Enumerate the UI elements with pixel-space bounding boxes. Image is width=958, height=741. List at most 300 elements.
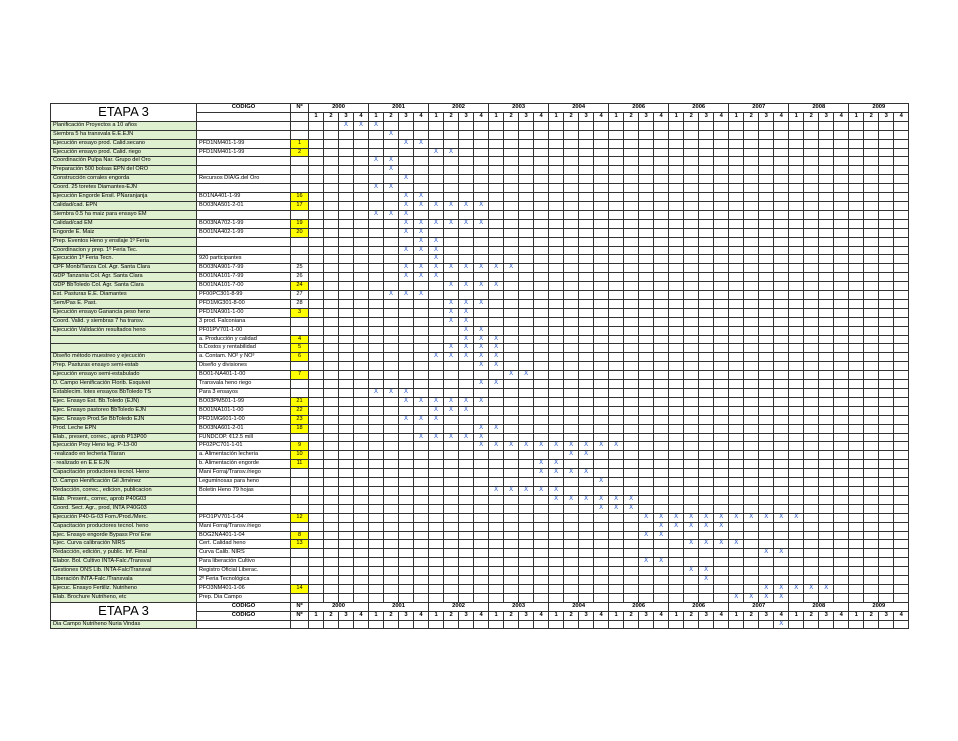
schedule-cell bbox=[504, 335, 519, 344]
schedule-mark: X bbox=[519, 442, 534, 451]
schedule-mark: X bbox=[384, 130, 399, 139]
schedule-cell bbox=[414, 166, 429, 175]
schedule-cell bbox=[459, 576, 474, 585]
schedule-cell bbox=[774, 308, 789, 317]
schedule-cell bbox=[369, 308, 384, 317]
schedule-cell bbox=[834, 148, 849, 157]
schedule-cell bbox=[324, 513, 339, 522]
schedule-cell bbox=[579, 157, 594, 166]
schedule-cell bbox=[429, 424, 444, 433]
footer-quarter-header: 2 bbox=[624, 611, 639, 620]
schedule-cell bbox=[879, 478, 894, 487]
schedule-mark: X bbox=[489, 335, 504, 344]
schedule-mark: X bbox=[459, 317, 474, 326]
schedule-cell bbox=[744, 201, 759, 210]
schedule-cell bbox=[639, 540, 654, 549]
schedule-cell bbox=[864, 335, 879, 344]
schedule-mark: X bbox=[369, 389, 384, 398]
schedule-cell bbox=[819, 371, 834, 380]
schedule-cell bbox=[864, 576, 879, 585]
schedule-cell bbox=[489, 308, 504, 317]
schedule-cell bbox=[444, 460, 459, 469]
schedule-cell bbox=[834, 415, 849, 424]
schedule-cell bbox=[879, 576, 894, 585]
schedule-cell bbox=[894, 389, 909, 398]
schedule-cell bbox=[414, 157, 429, 166]
schedule-cell bbox=[564, 317, 579, 326]
code-cell: PFD1MG301-8-00 bbox=[197, 299, 291, 308]
schedule-cell bbox=[864, 210, 879, 219]
schedule-cell bbox=[879, 219, 894, 228]
schedule-cell bbox=[654, 469, 669, 478]
schedule-cell bbox=[354, 317, 369, 326]
schedule-cell bbox=[609, 593, 624, 602]
schedule-cell bbox=[864, 139, 879, 148]
schedule-cell bbox=[339, 504, 354, 513]
schedule-cell bbox=[309, 478, 324, 487]
schedule-cell bbox=[429, 540, 444, 549]
schedule-cell bbox=[804, 308, 819, 317]
schedule-cell bbox=[594, 406, 609, 415]
schedule-cell bbox=[489, 389, 504, 398]
schedule-mark: X bbox=[714, 522, 729, 531]
schedule-cell bbox=[669, 308, 684, 317]
header-quarter-header: 3 bbox=[459, 112, 474, 121]
schedule-cell bbox=[399, 237, 414, 246]
schedule-cell bbox=[519, 460, 534, 469]
schedule-cell bbox=[684, 335, 699, 344]
schedule-cell bbox=[894, 246, 909, 255]
schedule-cell bbox=[624, 513, 639, 522]
schedule-mark: X bbox=[564, 451, 579, 460]
schedule-cell bbox=[414, 308, 429, 317]
schedule-cell bbox=[729, 264, 744, 273]
schedule-cell bbox=[789, 335, 804, 344]
table-row bbox=[51, 371, 909, 380]
schedule-cell bbox=[354, 558, 369, 567]
header-quarter-header: 2 bbox=[504, 112, 519, 121]
schedule-mark: X bbox=[384, 157, 399, 166]
schedule-cell bbox=[459, 486, 474, 495]
schedule-cell bbox=[429, 576, 444, 585]
schedule-cell bbox=[489, 584, 504, 593]
schedule-cell bbox=[339, 549, 354, 558]
schedule-cell bbox=[729, 451, 744, 460]
schedule-cell bbox=[324, 478, 339, 487]
schedule-cell bbox=[849, 175, 864, 184]
footer-quarter-header: 2 bbox=[324, 611, 339, 620]
schedule-cell bbox=[339, 353, 354, 362]
number-cell: 8 bbox=[291, 531, 309, 540]
schedule-cell bbox=[519, 291, 534, 300]
schedule-cell bbox=[414, 504, 429, 513]
schedule-cell bbox=[444, 442, 459, 451]
schedule-cell bbox=[669, 353, 684, 362]
schedule-cell bbox=[549, 166, 564, 175]
schedule-cell bbox=[474, 558, 489, 567]
schedule-cell bbox=[429, 620, 444, 629]
schedule-cell bbox=[819, 166, 834, 175]
schedule-cell bbox=[774, 406, 789, 415]
schedule-cell bbox=[594, 237, 609, 246]
schedule-mark: X bbox=[444, 317, 459, 326]
schedule-cell bbox=[369, 362, 384, 371]
schedule-cell bbox=[414, 469, 429, 478]
schedule-cell bbox=[819, 157, 834, 166]
schedule-mark: X bbox=[444, 308, 459, 317]
schedule-cell bbox=[489, 620, 504, 629]
schedule-cell bbox=[639, 299, 654, 308]
schedule-cell bbox=[609, 558, 624, 567]
table-row bbox=[51, 558, 909, 567]
activity-cell: Establecim. lotes ensayos BbToledo TS bbox=[51, 389, 197, 398]
schedule-cell bbox=[774, 433, 789, 442]
schedule-cell bbox=[594, 228, 609, 237]
schedule-cell bbox=[384, 469, 399, 478]
schedule-cell bbox=[654, 219, 669, 228]
schedule-cell bbox=[474, 495, 489, 504]
schedule-cell bbox=[459, 522, 474, 531]
schedule-cell bbox=[444, 157, 459, 166]
schedule-mark: X bbox=[459, 299, 474, 308]
schedule-cell bbox=[819, 531, 834, 540]
schedule-cell bbox=[669, 148, 684, 157]
schedule-cell bbox=[474, 130, 489, 139]
schedule-cell bbox=[519, 237, 534, 246]
schedule-mark: X bbox=[354, 121, 369, 130]
schedule-cell bbox=[579, 567, 594, 576]
header-quarter-header: 4 bbox=[534, 112, 549, 121]
schedule-mark: X bbox=[474, 219, 489, 228]
schedule-cell bbox=[729, 362, 744, 371]
schedule-mark: X bbox=[429, 397, 444, 406]
schedule-cell bbox=[654, 504, 669, 513]
schedule-cell bbox=[849, 433, 864, 442]
schedule-mark: X bbox=[399, 273, 414, 282]
schedule-cell bbox=[489, 273, 504, 282]
schedule-cell bbox=[819, 299, 834, 308]
schedule-table bbox=[50, 103, 909, 629]
schedule-cell bbox=[729, 193, 744, 202]
schedule-cell bbox=[339, 451, 354, 460]
schedule-cell bbox=[819, 513, 834, 522]
schedule-cell bbox=[624, 139, 639, 148]
schedule-cell bbox=[684, 362, 699, 371]
schedule-cell bbox=[684, 282, 699, 291]
schedule-cell bbox=[564, 415, 579, 424]
table-row bbox=[51, 130, 909, 139]
schedule-mark: X bbox=[714, 513, 729, 522]
schedule-cell bbox=[504, 433, 519, 442]
schedule-cell bbox=[594, 486, 609, 495]
schedule-mark: X bbox=[444, 344, 459, 353]
schedule-cell bbox=[354, 184, 369, 193]
footer-quarter-header: 2 bbox=[384, 611, 399, 620]
schedule-cell bbox=[489, 576, 504, 585]
schedule-cell bbox=[894, 540, 909, 549]
schedule-cell bbox=[759, 326, 774, 335]
schedule-cell bbox=[759, 130, 774, 139]
schedule-cell bbox=[744, 264, 759, 273]
footer-quarter-header: 4 bbox=[894, 611, 909, 620]
schedule-cell bbox=[399, 451, 414, 460]
schedule-cell bbox=[459, 184, 474, 193]
schedule-cell bbox=[834, 389, 849, 398]
header-quarter-header: 1 bbox=[369, 112, 384, 121]
schedule-cell bbox=[774, 317, 789, 326]
schedule-cell bbox=[654, 130, 669, 139]
schedule-cell bbox=[474, 166, 489, 175]
schedule-cell bbox=[864, 415, 879, 424]
schedule-cell bbox=[639, 442, 654, 451]
footer-quarter-header: 1 bbox=[849, 611, 864, 620]
schedule-cell bbox=[459, 255, 474, 264]
schedule-cell bbox=[414, 495, 429, 504]
schedule-cell bbox=[654, 620, 669, 629]
schedule-cell bbox=[324, 246, 339, 255]
schedule-cell bbox=[459, 451, 474, 460]
schedule-cell bbox=[399, 184, 414, 193]
schedule-cell bbox=[864, 522, 879, 531]
schedule-cell bbox=[684, 291, 699, 300]
schedule-cell bbox=[309, 469, 324, 478]
schedule-cell bbox=[669, 166, 684, 175]
schedule-cell bbox=[594, 139, 609, 148]
schedule-cell bbox=[639, 397, 654, 406]
schedule-cell bbox=[459, 460, 474, 469]
schedule-cell bbox=[834, 620, 849, 629]
schedule-cell bbox=[399, 166, 414, 175]
schedule-mark: X bbox=[654, 522, 669, 531]
schedule-cell bbox=[309, 380, 324, 389]
schedule-cell bbox=[654, 495, 669, 504]
schedule-cell bbox=[879, 362, 894, 371]
schedule-cell bbox=[369, 567, 384, 576]
schedule-cell bbox=[564, 166, 579, 175]
code-cell: 3 prod. Falconiana bbox=[197, 317, 291, 326]
schedule-cell bbox=[579, 424, 594, 433]
schedule-cell bbox=[579, 415, 594, 424]
schedule-cell bbox=[384, 362, 399, 371]
schedule-cell bbox=[609, 121, 624, 130]
schedule-cell bbox=[504, 522, 519, 531]
schedule-cell bbox=[324, 380, 339, 389]
schedule-cell bbox=[519, 495, 534, 504]
schedule-mark: X bbox=[804, 584, 819, 593]
schedule-cell bbox=[519, 210, 534, 219]
header-quarter-header: 4 bbox=[594, 112, 609, 121]
schedule-cell bbox=[639, 121, 654, 130]
schedule-cell bbox=[894, 175, 909, 184]
schedule-cell bbox=[549, 504, 564, 513]
schedule-mark: X bbox=[564, 495, 579, 504]
schedule-cell bbox=[309, 344, 324, 353]
schedule-cell bbox=[564, 282, 579, 291]
code-cell: BO01NA101-7-99 bbox=[197, 273, 291, 282]
schedule-cell bbox=[324, 531, 339, 540]
schedule-cell bbox=[369, 175, 384, 184]
schedule-cell bbox=[879, 397, 894, 406]
schedule-cell bbox=[519, 344, 534, 353]
schedule-cell bbox=[819, 478, 834, 487]
schedule-cell bbox=[729, 371, 744, 380]
schedule-cell bbox=[309, 584, 324, 593]
schedule-cell bbox=[654, 255, 669, 264]
schedule-mark: X bbox=[399, 139, 414, 148]
footer-quarter-header: 1 bbox=[789, 611, 804, 620]
schedule-cell bbox=[549, 291, 564, 300]
schedule-cell bbox=[669, 299, 684, 308]
schedule-cell bbox=[654, 433, 669, 442]
schedule-cell bbox=[774, 371, 789, 380]
footer-quarter-header: 3 bbox=[639, 611, 654, 620]
schedule-cell bbox=[699, 228, 714, 237]
schedule-cell bbox=[534, 157, 549, 166]
schedule-cell bbox=[399, 335, 414, 344]
schedule-cell bbox=[564, 219, 579, 228]
schedule-cell bbox=[579, 486, 594, 495]
schedule-cell bbox=[804, 549, 819, 558]
footer-quarter-header: 4 bbox=[474, 611, 489, 620]
schedule-cell bbox=[894, 558, 909, 567]
schedule-cell bbox=[579, 166, 594, 175]
schedule-cell bbox=[384, 442, 399, 451]
schedule-cell bbox=[549, 558, 564, 567]
schedule-cell bbox=[579, 148, 594, 157]
schedule-cell bbox=[489, 397, 504, 406]
schedule-cell bbox=[864, 175, 879, 184]
schedule-mark: X bbox=[729, 540, 744, 549]
schedule-cell bbox=[489, 460, 504, 469]
schedule-cell bbox=[894, 308, 909, 317]
schedule-cell bbox=[519, 184, 534, 193]
schedule-cell bbox=[564, 121, 579, 130]
number-cell bbox=[291, 237, 309, 246]
schedule-cell bbox=[399, 344, 414, 353]
schedule-cell bbox=[429, 299, 444, 308]
schedule-cell bbox=[819, 549, 834, 558]
schedule-cell bbox=[339, 495, 354, 504]
schedule-cell bbox=[474, 175, 489, 184]
schedule-cell bbox=[684, 121, 699, 130]
schedule-cell bbox=[864, 291, 879, 300]
footer-quarter-header: 4 bbox=[834, 611, 849, 620]
activity-cell: D. Campo Henificación Gil Jiménez bbox=[51, 478, 197, 487]
schedule-cell bbox=[864, 273, 879, 282]
schedule-cell bbox=[579, 175, 594, 184]
schedule-cell bbox=[894, 157, 909, 166]
footer-quarter-header: 2 bbox=[504, 611, 519, 620]
schedule-mark: X bbox=[474, 335, 489, 344]
schedule-cell bbox=[414, 282, 429, 291]
schedule-cell bbox=[429, 184, 444, 193]
schedule-cell bbox=[354, 460, 369, 469]
schedule-cell bbox=[564, 148, 579, 157]
schedule-cell bbox=[639, 175, 654, 184]
schedule-cell bbox=[804, 460, 819, 469]
activity-cell: Ejecución Validación resultados heno bbox=[51, 326, 197, 335]
schedule-cell bbox=[384, 326, 399, 335]
schedule-cell bbox=[894, 549, 909, 558]
schedule-cell bbox=[534, 264, 549, 273]
schedule-cell bbox=[504, 166, 519, 175]
schedule-cell bbox=[804, 255, 819, 264]
number-cell: 22 bbox=[291, 406, 309, 415]
footer-quarter-header: 3 bbox=[759, 611, 774, 620]
schedule-cell bbox=[459, 620, 474, 629]
schedule-mark: X bbox=[369, 210, 384, 219]
schedule-cell bbox=[759, 255, 774, 264]
schedule-mark: X bbox=[504, 486, 519, 495]
schedule-cell bbox=[399, 504, 414, 513]
schedule-cell bbox=[459, 540, 474, 549]
schedule-cell bbox=[564, 540, 579, 549]
schedule-cell bbox=[549, 620, 564, 629]
schedule-cell bbox=[369, 522, 384, 531]
schedule-cell bbox=[744, 584, 759, 593]
schedule-cell bbox=[414, 486, 429, 495]
schedule-cell bbox=[549, 380, 564, 389]
schedule-cell bbox=[729, 326, 744, 335]
schedule-cell bbox=[579, 584, 594, 593]
table-row bbox=[51, 353, 909, 362]
table-row bbox=[51, 513, 909, 522]
schedule-cell bbox=[429, 335, 444, 344]
schedule-cell bbox=[354, 531, 369, 540]
schedule-cell bbox=[684, 317, 699, 326]
schedule-cell bbox=[639, 451, 654, 460]
schedule-cell bbox=[774, 255, 789, 264]
schedule-cell bbox=[579, 282, 594, 291]
schedule-cell bbox=[324, 371, 339, 380]
schedule-cell bbox=[669, 451, 684, 460]
schedule-cell bbox=[414, 540, 429, 549]
schedule-cell bbox=[534, 228, 549, 237]
schedule-cell bbox=[354, 371, 369, 380]
schedule-mark: X bbox=[609, 495, 624, 504]
schedule-cell bbox=[564, 576, 579, 585]
schedule-cell bbox=[309, 442, 324, 451]
number-cell bbox=[291, 255, 309, 264]
schedule-cell bbox=[894, 513, 909, 522]
schedule-cell bbox=[789, 273, 804, 282]
schedule-cell bbox=[639, 620, 654, 629]
schedule-cell bbox=[804, 576, 819, 585]
schedule-cell bbox=[474, 246, 489, 255]
schedule-cell bbox=[414, 460, 429, 469]
schedule-cell bbox=[894, 531, 909, 540]
schedule-cell bbox=[489, 478, 504, 487]
schedule-mark: X bbox=[444, 148, 459, 157]
schedule-cell bbox=[504, 130, 519, 139]
header-quarter-header: 4 bbox=[414, 112, 429, 121]
schedule-cell bbox=[564, 504, 579, 513]
schedule-cell bbox=[444, 228, 459, 237]
footer-quarter-header: 4 bbox=[594, 611, 609, 620]
schedule-mark: X bbox=[474, 201, 489, 210]
schedule-cell bbox=[669, 184, 684, 193]
schedule-cell bbox=[534, 380, 549, 389]
schedule-cell bbox=[594, 166, 609, 175]
schedule-cell bbox=[879, 406, 894, 415]
schedule-cell bbox=[504, 121, 519, 130]
schedule-cell bbox=[564, 335, 579, 344]
schedule-cell bbox=[684, 495, 699, 504]
schedule-cell bbox=[819, 148, 834, 157]
schedule-cell bbox=[369, 486, 384, 495]
schedule-cell bbox=[354, 362, 369, 371]
schedule-cell bbox=[444, 522, 459, 531]
